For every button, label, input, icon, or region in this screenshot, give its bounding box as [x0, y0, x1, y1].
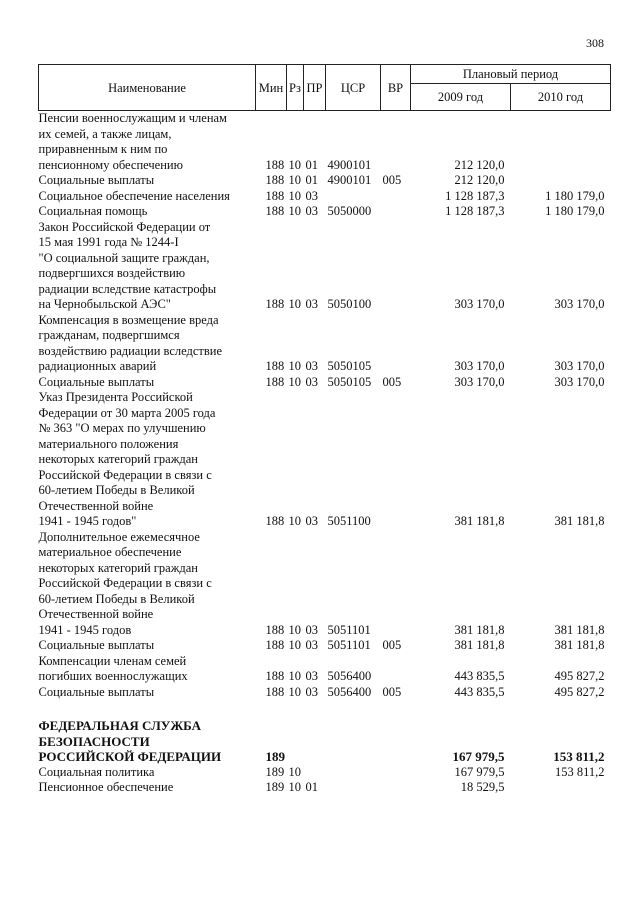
row-amount-2009: 1 128 187,3 — [445, 204, 505, 218]
row-name-line: Социальные выплаты — [38, 173, 155, 187]
row-vr — [381, 530, 411, 639]
row-csr: 5050000 — [327, 204, 372, 218]
row-name-line: приравненным к ним по — [38, 142, 168, 156]
row-amount-2009: 443 835,5 — [454, 684, 505, 699]
row-vr — [381, 220, 411, 313]
row-rz: 10 — [288, 157, 301, 172]
row-min: 189 — [265, 749, 285, 764]
row-vr — [381, 390, 411, 530]
row-rz: 10 — [288, 297, 301, 311]
spacer-cell — [39, 700, 611, 718]
table-row — [39, 204, 611, 220]
header-year-2010: 2010 год — [511, 84, 611, 111]
row-amount-2010 — [511, 780, 611, 796]
row-name — [39, 313, 256, 375]
row-name-line: Социальные выплаты — [38, 374, 155, 389]
table-header — [39, 65, 611, 111]
row-name-line: на Чернобыльской АЭС" — [38, 297, 171, 311]
row-name — [39, 173, 256, 189]
budget-table — [38, 64, 611, 796]
row-rz: 10 — [288, 684, 301, 699]
row-name — [39, 765, 256, 781]
header-csr: ЦСР — [326, 65, 381, 111]
row-min: 188 — [265, 188, 285, 203]
row-name-line: гражданам, подвергшимся — [38, 328, 180, 342]
row-amount-2010: 303 170,0 — [554, 359, 605, 373]
row-name-line: Федерации от 30 марта 2005 года — [38, 405, 216, 420]
row-amount-2009: 18 529,5 — [460, 780, 505, 794]
header-vr: ВР — [381, 65, 411, 111]
row-csr — [326, 718, 381, 765]
row-name-line: Дополнительное ежемесячное — [38, 529, 200, 544]
row-csr: 5056400 — [327, 669, 372, 683]
row-name-line: пенсионному обеспечению — [38, 157, 183, 172]
row-min: 188 — [265, 204, 285, 218]
table-row — [39, 313, 611, 375]
row-csr: 4900101 — [327, 157, 372, 172]
row-name-line: № 363 "О мерах по улучшению — [38, 421, 206, 435]
row-csr: 5051100 — [327, 514, 371, 528]
row-pr: 03 — [305, 374, 318, 389]
row-name — [39, 780, 256, 796]
row-amount-2009: 1 128 187,3 — [445, 188, 505, 203]
table-row — [39, 375, 611, 391]
row-min: 188 — [265, 638, 285, 652]
row-name-line: Отечественной войне — [38, 498, 154, 513]
row-name-line: 15 мая 1991 года № 1244-I — [38, 235, 179, 249]
row-name — [39, 638, 256, 654]
table-row — [39, 765, 611, 781]
header-rz: Рз — [287, 65, 304, 111]
row-name-line: Отечественной войне — [38, 607, 154, 621]
row-name — [39, 220, 256, 313]
row-amount-2010: 303 170,0 — [554, 297, 605, 311]
row-name-line: Социальная политика — [38, 764, 155, 779]
row-name-line: Социальные выплаты — [38, 684, 155, 699]
table-row — [39, 638, 611, 654]
row-pr: 03 — [305, 359, 318, 373]
row-name — [39, 375, 256, 391]
row-name-line: некоторых категорий граждан — [38, 452, 198, 466]
row-name-line: материального положения — [38, 436, 179, 451]
header-min: Мин — [256, 65, 287, 111]
row-amount-2010: 495 827,2 — [554, 684, 605, 699]
row-name-line: Указ Президента Российской — [38, 390, 193, 404]
row-name-line: материальное обеспечение — [38, 545, 182, 559]
row-csr: 5050105 — [327, 374, 372, 389]
row-name-line: РОССИЙСКОЙ ФЕДЕРАЦИИ — [38, 749, 222, 764]
row-pr: 03 — [305, 638, 318, 652]
row-min: 188 — [265, 297, 285, 311]
row-pr: 01 — [305, 157, 318, 172]
row-name-line: радиационных аварий — [38, 359, 157, 373]
row-name — [39, 654, 256, 685]
row-min: 188 — [265, 173, 285, 187]
row-name-line: Закон Российской Федерации от — [38, 219, 211, 234]
row-vr — [381, 189, 411, 205]
row-name — [39, 530, 256, 639]
row-amount-2009: 381 181,8 — [454, 514, 505, 528]
row-pr: 03 — [305, 622, 318, 637]
row-amount-2010: 495 827,2 — [554, 669, 605, 683]
page-number: 308 — [586, 36, 604, 50]
row-amount-2009: 212 120,0 — [454, 157, 505, 172]
row-csr: 5056400 — [327, 684, 372, 699]
header-name: Наименование — [39, 65, 256, 111]
row-csr — [326, 189, 381, 205]
row-amount-2009: 303 170,0 — [454, 297, 505, 311]
row-name-line: 60-летием Победы в Великой — [38, 483, 195, 497]
row-pr: 03 — [305, 514, 318, 528]
table-row — [39, 111, 611, 174]
header-pr: ПР — [304, 65, 326, 111]
table-row — [39, 685, 611, 701]
row-rz: 10 — [288, 669, 301, 683]
row-amount-2009: 303 170,0 — [454, 374, 505, 389]
row-min: 188 — [265, 374, 285, 389]
row-pr: 03 — [305, 684, 318, 699]
row-name-line: Социальные выплаты — [38, 638, 155, 652]
row-vr — [381, 765, 411, 781]
row-rz: 10 — [288, 204, 301, 218]
row-name-line: воздействию радиации вследствие — [38, 343, 223, 358]
table-row — [39, 173, 611, 189]
table-row — [39, 220, 611, 313]
row-min: 188 — [265, 669, 285, 683]
row-vr — [381, 111, 411, 174]
row-vr: 005 — [382, 173, 402, 187]
row-amount-2010: 1 180 179,0 — [545, 188, 605, 203]
row-csr: 5051101 — [327, 622, 371, 637]
row-rz: 10 — [288, 780, 301, 794]
row-amount-2010 — [511, 111, 611, 174]
row-name — [39, 685, 256, 701]
row-amount-2009: 167 979,5 — [454, 764, 505, 779]
row-rz: 10 — [288, 622, 301, 637]
row-name-line: Компенсации членам семей — [38, 653, 187, 668]
row-name-line: Российской Федерации в связи с — [38, 576, 212, 590]
row-name-line: 1941 - 1945 годов — [38, 622, 132, 637]
row-csr: 5051101 — [327, 638, 371, 652]
table-body — [39, 111, 611, 796]
row-csr: 4900101 — [327, 173, 372, 187]
row-min: 188 — [265, 157, 285, 172]
row-amount-2010: 381 181,8 — [554, 638, 605, 652]
row-pr — [304, 718, 326, 765]
row-rz: 10 — [288, 638, 301, 652]
row-amount-2009: 212 120,0 — [454, 173, 505, 187]
row-pr: 01 — [305, 173, 318, 187]
row-name-line: подвергшихся воздействию — [38, 266, 186, 280]
table-row — [39, 718, 611, 765]
row-pr: 03 — [305, 188, 318, 203]
row-amount-2010: 381 181,8 — [554, 514, 605, 528]
row-pr: 03 — [305, 204, 318, 218]
row-vr — [381, 313, 411, 375]
row-vr: 005 — [382, 374, 402, 389]
row-name — [39, 204, 256, 220]
row-rz: 10 — [288, 188, 301, 203]
table-row — [39, 390, 611, 530]
row-rz: 10 — [288, 374, 301, 389]
header-year-2009: 2009 год — [411, 84, 511, 111]
row-name-line: Пенсионное обеспечение — [38, 780, 174, 794]
row-name-line: погибших военнослужащих — [38, 669, 188, 683]
row-min: 189 — [265, 764, 285, 779]
row-name — [39, 390, 256, 530]
row-pr — [304, 765, 326, 781]
row-name-line: Социальная помощь — [38, 204, 148, 218]
row-amount-2010: 153 811,2 — [554, 764, 605, 779]
row-rz: 10 — [288, 173, 301, 187]
row-vr — [381, 204, 411, 220]
row-vr: 005 — [382, 638, 402, 652]
row-amount-2009: 381 181,8 — [454, 638, 505, 652]
row-amount-2009: 443 835,5 — [454, 669, 505, 683]
row-rz: 10 — [288, 359, 301, 373]
row-rz: 10 — [288, 764, 301, 779]
row-name-line: радиации вследствие катастрофы — [38, 281, 217, 296]
header-planned-period: Плановый период — [411, 65, 611, 84]
section-spacer — [39, 700, 611, 718]
row-name-line: их семей, а также лицам, — [38, 126, 172, 141]
row-pr: 01 — [305, 780, 318, 794]
table-row — [39, 530, 611, 639]
row-name-line: "О социальной защите граждан, — [38, 250, 210, 265]
row-min: 188 — [265, 359, 285, 373]
row-vr: 005 — [382, 684, 402, 699]
row-rz — [287, 718, 304, 765]
row-pr: 03 — [305, 297, 318, 311]
row-csr: 5050105 — [327, 359, 372, 373]
row-name-line: Социальное обеспечение населения — [38, 188, 230, 203]
row-amount-2009: 303 170,0 — [454, 359, 505, 373]
table-row — [39, 189, 611, 205]
row-amount-2010: 381 181,8 — [554, 622, 605, 637]
row-name-line: Российской Федерации в связи с — [38, 467, 212, 482]
row-min: 189 — [265, 780, 285, 794]
row-min: 188 — [265, 514, 285, 528]
row-amount-2010: 153 811,2 — [553, 749, 605, 764]
row-amount-2010: 303 170,0 — [554, 374, 605, 389]
row-name — [39, 111, 256, 174]
row-name-line: 60-летием Победы в Великой — [38, 591, 195, 606]
row-name — [39, 718, 256, 765]
row-name-line: ФЕДЕРАЛЬНАЯ СЛУЖБА — [38, 718, 201, 733]
row-name — [39, 189, 256, 205]
row-name-line: 1941 - 1945 годов" — [38, 514, 137, 528]
row-amount-2010 — [511, 173, 611, 189]
row-rz: 10 — [288, 514, 301, 528]
row-name-line: некоторых категорий граждан — [38, 560, 198, 575]
table-row — [39, 780, 611, 796]
row-vr — [381, 718, 411, 765]
row-amount-2009: 167 979,5 — [452, 749, 505, 764]
row-amount-2009: 381 181,8 — [454, 622, 505, 637]
row-name-line: БЕЗОПАСНОСТИ — [38, 733, 150, 749]
row-min: 188 — [265, 684, 285, 699]
table-row — [39, 654, 611, 685]
row-vr — [381, 654, 411, 685]
row-amount-2010: 1 180 179,0 — [545, 204, 605, 218]
row-csr — [326, 765, 381, 781]
row-csr — [326, 780, 381, 796]
row-pr: 03 — [305, 669, 318, 683]
row-vr — [381, 780, 411, 796]
row-min: 188 — [265, 622, 285, 637]
row-name-line: Пенсии военнослужащим и членам — [38, 111, 227, 125]
row-csr: 5050100 — [327, 297, 372, 311]
row-name-line: Компенсация в возмещение вреда — [38, 312, 219, 327]
